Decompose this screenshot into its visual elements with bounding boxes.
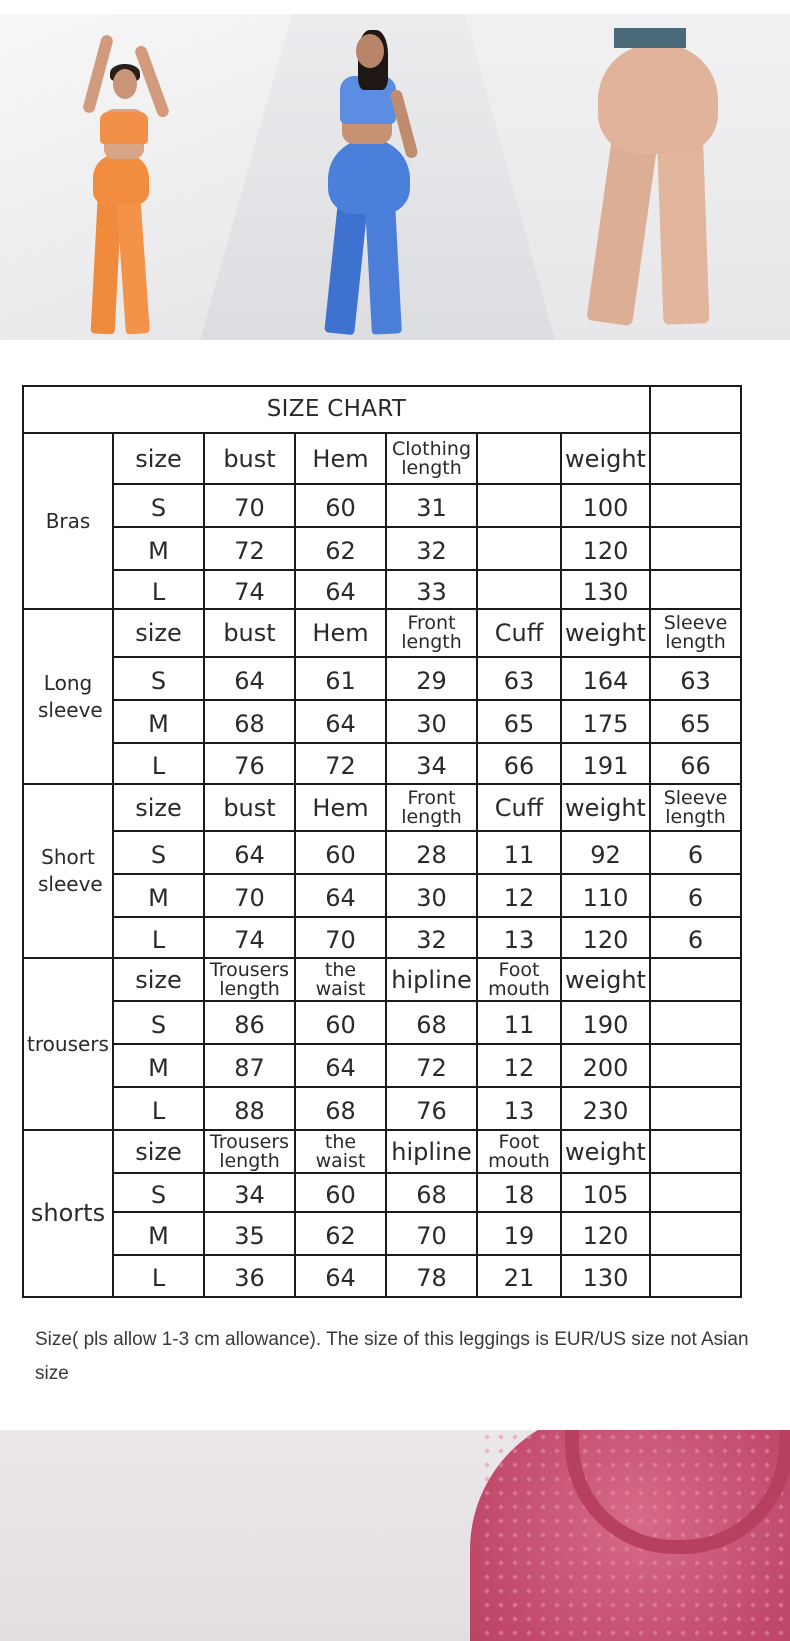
value-cell: 12 xyxy=(477,1044,561,1087)
size-note: Size( pls allow 1-3 cm allowance). The size of this leggings is EUR/US size not Asian size xyxy=(35,1329,749,1384)
value-cell: 68 xyxy=(386,1173,477,1212)
value-cell: 60 xyxy=(295,484,386,527)
table-row xyxy=(23,527,741,570)
column-header: Front length xyxy=(386,784,477,831)
empty-cell xyxy=(650,958,741,1001)
size-cell: S xyxy=(113,657,204,700)
size-cell: M xyxy=(113,1212,204,1255)
value-cell: 34 xyxy=(204,1173,295,1212)
value-cell: 62 xyxy=(295,527,386,570)
empty-cell xyxy=(650,1044,741,1087)
value-cell: 164 xyxy=(561,657,650,700)
column-header: the waist xyxy=(295,1130,386,1173)
column-header: Trousers length xyxy=(204,958,295,1001)
column-header: Cuff xyxy=(477,609,561,657)
column-header: weight xyxy=(561,784,650,831)
empty-cell xyxy=(650,1173,741,1212)
table-row xyxy=(23,831,741,874)
value-cell: 190 xyxy=(561,1001,650,1044)
table-row xyxy=(23,743,741,784)
value-cell: 6 xyxy=(650,874,741,917)
value-cell: 64 xyxy=(204,657,295,700)
value-cell: 18 xyxy=(477,1173,561,1212)
value-cell: 13 xyxy=(477,917,561,958)
section-header-row xyxy=(23,1130,741,1173)
value-cell: 6 xyxy=(650,831,741,874)
size-cell: S xyxy=(113,831,204,874)
value-cell: 60 xyxy=(295,1001,386,1044)
column-header: Cuff xyxy=(477,784,561,831)
value-cell: 64 xyxy=(204,831,295,874)
value-cell: 30 xyxy=(386,874,477,917)
value-cell: 88 xyxy=(204,1087,295,1130)
column-header: Front length xyxy=(386,609,477,657)
column-header: weight xyxy=(561,1130,650,1173)
value-cell: 130 xyxy=(561,1255,650,1297)
empty-cell xyxy=(650,433,741,484)
column-header: Foot mouth xyxy=(477,1130,561,1173)
value-cell: 230 xyxy=(561,1087,650,1130)
size-cell: S xyxy=(113,1173,204,1212)
table-row xyxy=(23,1212,741,1255)
value-cell: 87 xyxy=(204,1044,295,1087)
value-cell: 65 xyxy=(477,700,561,743)
section-header-row xyxy=(23,958,741,1001)
section-header-row xyxy=(23,433,741,484)
category-label: Long sleeve xyxy=(23,609,113,784)
value-cell: 61 xyxy=(295,657,386,700)
chart-title: SIZE CHART xyxy=(23,386,650,433)
value-cell: 12 xyxy=(477,874,561,917)
value-cell: 130 xyxy=(561,570,650,609)
column-header: bust xyxy=(204,784,295,831)
value-cell: 28 xyxy=(386,831,477,874)
empty-cell xyxy=(477,570,561,609)
category-label: Bras xyxy=(23,433,113,609)
value-cell: 66 xyxy=(650,743,741,784)
column-header: Sleeve length xyxy=(650,609,741,657)
value-cell: 74 xyxy=(204,570,295,609)
value-cell: 72 xyxy=(295,743,386,784)
value-cell: 191 xyxy=(561,743,650,784)
value-cell: 66 xyxy=(477,743,561,784)
size-cell: L xyxy=(113,743,204,784)
value-cell: 120 xyxy=(561,1212,650,1255)
size-cell: M xyxy=(113,527,204,570)
value-cell: 76 xyxy=(386,1087,477,1130)
category-label: trousers xyxy=(23,958,113,1130)
size-cell: M xyxy=(113,700,204,743)
column-header: size xyxy=(113,609,204,657)
value-cell: 70 xyxy=(204,484,295,527)
value-cell: 19 xyxy=(477,1212,561,1255)
value-cell: 33 xyxy=(386,570,477,609)
value-cell: 175 xyxy=(561,700,650,743)
size-cell: L xyxy=(113,570,204,609)
size-cell: M xyxy=(113,1044,204,1087)
section-header-row xyxy=(23,609,741,657)
table-row xyxy=(23,1087,741,1130)
column-header: weight xyxy=(561,609,650,657)
column-header: Clothing length xyxy=(386,433,477,484)
value-cell: 120 xyxy=(561,527,650,570)
empty-cell xyxy=(650,484,741,527)
product-photo-bottom xyxy=(0,1430,790,1641)
value-cell: 110 xyxy=(561,874,650,917)
value-cell: 68 xyxy=(204,700,295,743)
empty-cell xyxy=(650,1130,741,1173)
value-cell: 64 xyxy=(295,874,386,917)
size-cell: M xyxy=(113,874,204,917)
column-header: size xyxy=(113,1130,204,1173)
empty-cell xyxy=(650,570,741,609)
empty-cell xyxy=(477,433,561,484)
value-cell: 200 xyxy=(561,1044,650,1087)
column-header: size xyxy=(113,433,204,484)
size-cell: L xyxy=(113,917,204,958)
table-row xyxy=(23,1001,741,1044)
value-cell: 29 xyxy=(386,657,477,700)
empty-cell xyxy=(650,1212,741,1255)
value-cell: 72 xyxy=(386,1044,477,1087)
value-cell: 64 xyxy=(295,1044,386,1087)
column-header: Hem xyxy=(295,784,386,831)
table-row xyxy=(23,1173,741,1212)
value-cell: 92 xyxy=(561,831,650,874)
column-header: hipline xyxy=(386,958,477,1001)
table-row xyxy=(23,1044,741,1087)
category-label: Short sleeve xyxy=(23,784,113,958)
value-cell: 68 xyxy=(386,1001,477,1044)
size-cell: L xyxy=(113,1255,204,1297)
empty-cell xyxy=(650,1001,741,1044)
value-cell: 64 xyxy=(295,700,386,743)
value-cell: 70 xyxy=(295,917,386,958)
value-cell: 78 xyxy=(386,1255,477,1297)
column-header: Foot mouth xyxy=(477,958,561,1001)
value-cell: 32 xyxy=(386,917,477,958)
size-cell: S xyxy=(113,1001,204,1044)
value-cell: 13 xyxy=(477,1087,561,1130)
chart-title-row xyxy=(23,386,741,433)
column-header: Hem xyxy=(295,609,386,657)
section-header-row xyxy=(23,784,741,831)
value-cell: 34 xyxy=(386,743,477,784)
empty-cell xyxy=(650,527,741,570)
value-cell: 100 xyxy=(561,484,650,527)
value-cell: 70 xyxy=(204,874,295,917)
empty-cell xyxy=(477,527,561,570)
column-header: weight xyxy=(561,958,650,1001)
column-header: size xyxy=(113,784,204,831)
value-cell: 21 xyxy=(477,1255,561,1297)
size-cell: S xyxy=(113,484,204,527)
value-cell: 63 xyxy=(477,657,561,700)
column-header: hipline xyxy=(386,1130,477,1173)
chart-title-empty-cell xyxy=(650,386,741,433)
size-chart-body xyxy=(23,386,741,1297)
value-cell: 64 xyxy=(295,1255,386,1297)
value-cell: 60 xyxy=(295,1173,386,1212)
size-chart-table xyxy=(22,385,742,1298)
value-cell: 63 xyxy=(650,657,741,700)
empty-cell xyxy=(650,1087,741,1130)
value-cell: 6 xyxy=(650,917,741,958)
value-cell: 11 xyxy=(477,1001,561,1044)
value-cell: 86 xyxy=(204,1001,295,1044)
photo-top-margin xyxy=(0,0,790,14)
value-cell: 120 xyxy=(561,917,650,958)
column-header: the waist xyxy=(295,958,386,1001)
table-row xyxy=(23,657,741,700)
column-header: size xyxy=(113,958,204,1001)
empty-cell xyxy=(650,1255,741,1297)
value-cell: 70 xyxy=(386,1212,477,1255)
value-cell: 36 xyxy=(204,1255,295,1297)
value-cell: 62 xyxy=(295,1212,386,1255)
value-cell: 64 xyxy=(295,570,386,609)
product-photo-strip xyxy=(0,0,790,340)
column-header: Sleeve length xyxy=(650,784,741,831)
value-cell: 30 xyxy=(386,700,477,743)
column-header: Hem xyxy=(295,433,386,484)
table-row xyxy=(23,1255,741,1297)
category-label: shorts xyxy=(23,1130,113,1297)
table-row xyxy=(23,874,741,917)
column-header: weight xyxy=(561,433,650,484)
value-cell: 68 xyxy=(295,1087,386,1130)
value-cell: 105 xyxy=(561,1173,650,1212)
value-cell: 76 xyxy=(204,743,295,784)
value-cell: 60 xyxy=(295,831,386,874)
empty-cell xyxy=(477,484,561,527)
value-cell: 74 xyxy=(204,917,295,958)
value-cell: 35 xyxy=(204,1212,295,1255)
table-row xyxy=(23,484,741,527)
value-cell: 31 xyxy=(386,484,477,527)
size-cell: L xyxy=(113,1087,204,1130)
table-row xyxy=(23,917,741,958)
column-header: Trousers length xyxy=(204,1130,295,1173)
column-header: bust xyxy=(204,433,295,484)
table-row xyxy=(23,700,741,743)
column-header: bust xyxy=(204,609,295,657)
value-cell: 72 xyxy=(204,527,295,570)
table-row xyxy=(23,570,741,609)
value-cell: 32 xyxy=(386,527,477,570)
value-cell: 11 xyxy=(477,831,561,874)
value-cell: 65 xyxy=(650,700,741,743)
